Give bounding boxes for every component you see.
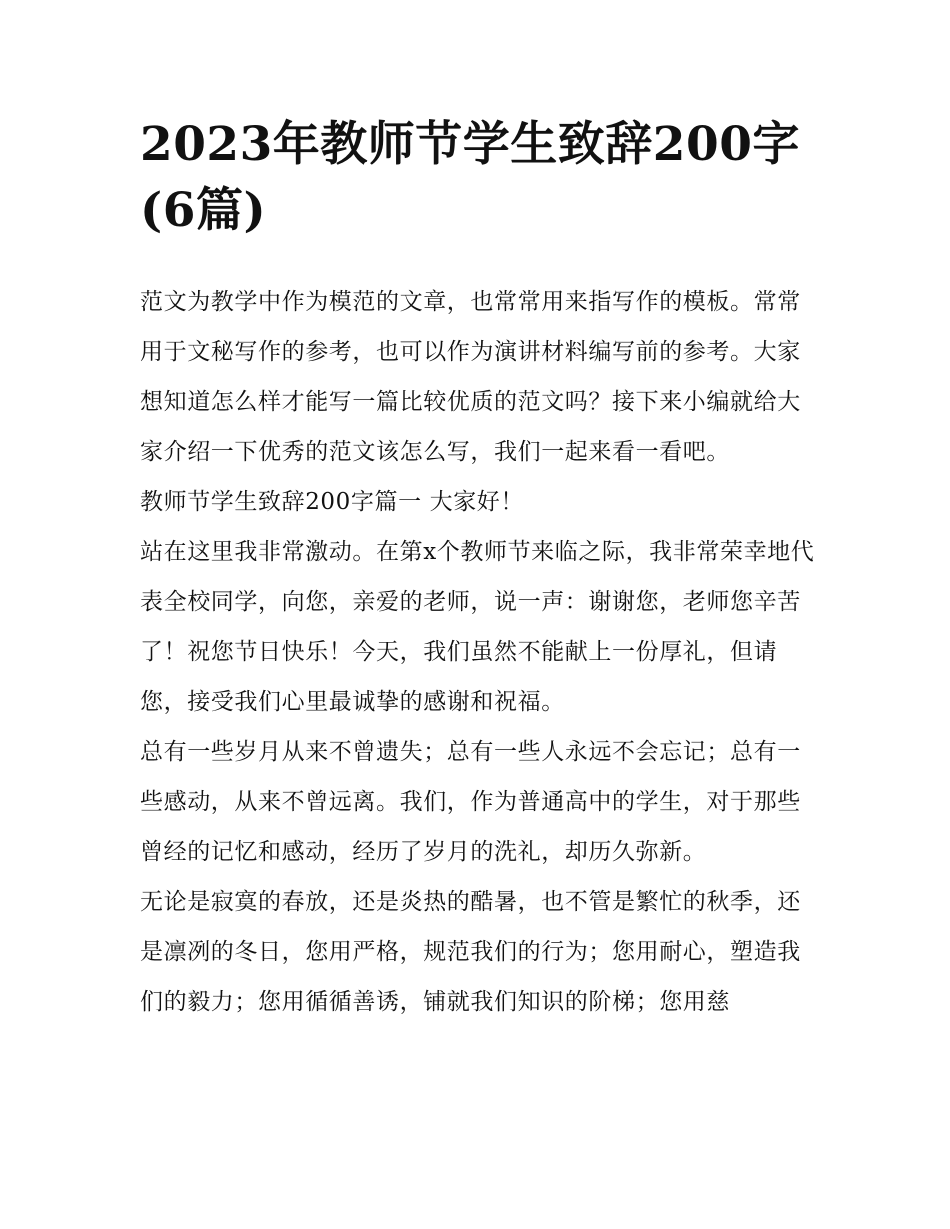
section-heading: 教师节学生致辞200字篇一 大家好！ [140, 489, 525, 515]
document-body [140, 277, 820, 1027]
body-paragraph: 无论是寂寞的春放，还是炎热的酷暑，也不管是繁忙的秋季，还是凛冽的冬日，您用严格，规范我们的行为；您用耐心，塑造我们的毅力；您用循循善诱，铺就我们知识的阶梯；您用慈 [140, 889, 801, 1015]
body-paragraph: 站在这里我非常激动。在第x个教师节来临之际，我非常荣幸地代表全校同学，向您，亲爱的老师，说一声：谢谢您，老师您辛苦了！祝您节日快乐！今天，我们虽然不能献上一份厚礼，但请您，接受我们心里最诚挚的感谢和祝福。 [140, 539, 815, 715]
document-title: 2023年教师节学生致辞200字(6篇) [140, 117, 800, 238]
intro-paragraph: 范文为教学中作为模范的文章，也常常用来指写作的模板。常常用于文秘写作的参考，也可以作为演讲材料编写前的参考。大家想知道怎么样才能写一篇比较优质的范文吗？接下来小编就给大家介绍一下优秀的范文该怎么写，我们一起来看一看吧。 [140, 289, 801, 465]
body-paragraph: 总有一些岁月从来不曾遗失；总有一些人永远不会忘记；总有一些感动，从来不曾远离。我们，作为普通高中的学生，对于那些曾经的记忆和感动，经历了岁月的洗礼，却历久弥新。 [140, 739, 801, 865]
